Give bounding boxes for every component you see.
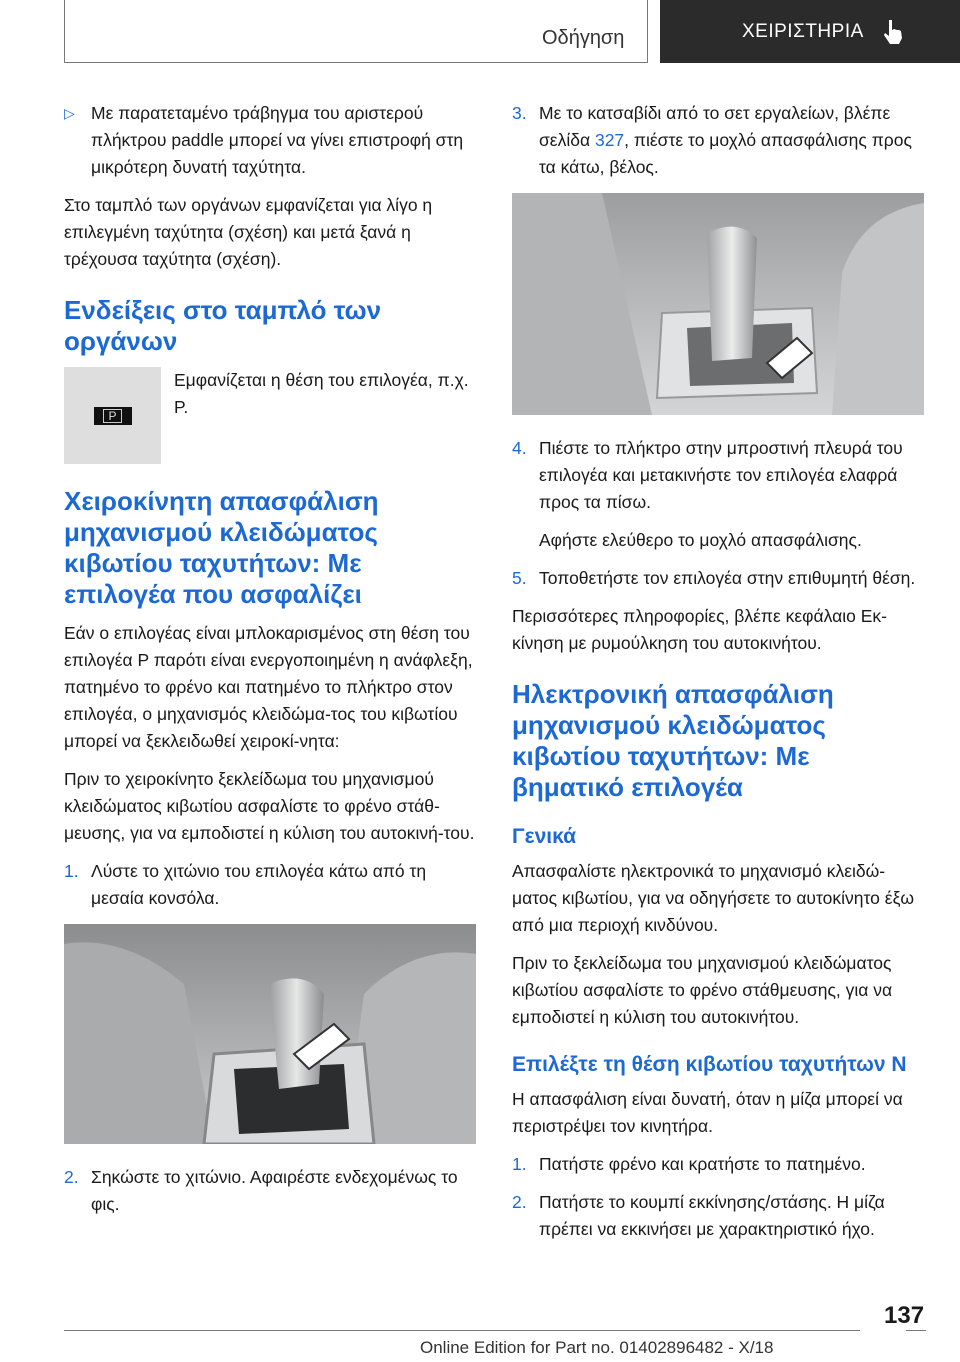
- bullet-item: [64, 100, 476, 181]
- list-item: [512, 565, 924, 592]
- display-block: [64, 367, 476, 464]
- instrument-display-image: [64, 367, 161, 464]
- step-text: Πατήστε το κουμπί εκκίνησης/στάσης. Η μίζα πρέπει να εκκινήσει με χαρακτηριστικό ήχο.: [539, 1192, 885, 1239]
- list-item: [512, 435, 924, 516]
- heading-display: Ενδείξεις στο ταμπλό των οργάνων: [64, 295, 382, 356]
- list-item: [64, 858, 476, 912]
- list-item: [512, 100, 924, 181]
- footer-divider: [64, 1330, 860, 1331]
- release-lever-photo: [512, 193, 924, 415]
- paragraph: Πριν το ξεκλείδωμα του μηχανισμού κλειδώματος κιβωτίου ασφαλίστε το φρένο στάθμευσης, για να εμποδιστεί η κύλιση του αυτοκινήτου.: [512, 953, 893, 1027]
- right-column: [512, 100, 924, 1254]
- heading-electronic-release: Ηλεκτρονική απασφάλιση μηχανισμού κλειδώματος κιβωτίου ταχυτήτων: Με βηματικό επιλογέα: [512, 679, 834, 802]
- list-item: [512, 1189, 924, 1243]
- gear-indicator: [94, 407, 132, 425]
- paragraph: Πριν το χειροκίνητο ξεκλείδωμα του μηχανισμού κλειδώματος κιβωτίου ασφαλίστε το φρένο στάθ‐μευσης, για να εμποδιστεί η κύλιση του αυτοκινή‐του.: [64, 769, 475, 843]
- step-number: 4.: [512, 438, 527, 458]
- heading-manual-release: Χειροκίνητη απασφάλιση μηχανισμού κλειδώματος κιβωτίου ταχυτήτων: Με επιλογέα που ασφαλίζει: [64, 486, 379, 609]
- paragraph: Περισσότερες πληροφορίες, βλέπε κεφάλαιο Εκ‐κίνηση με ρυμούλκηση του αυτοκινήτου.: [512, 606, 887, 653]
- paragraph: Στο ταμπλό των οργάνων εμφανίζεται για λίγο η επιλεγμένη ταχύτητα (σχέση) και μετά ξανά η τρέχουσα ταχύτητα (σχέση).: [64, 195, 433, 269]
- step-text-part: , πιέστε το μοχλό απασφάλισης προς τα κάτω, βέλος.: [539, 130, 912, 177]
- step-number: 1.: [64, 861, 79, 881]
- chapter-title: ΧΕΙΡΙΣΤΗΡΙΑ: [742, 20, 864, 42]
- gear-selector-photo: [64, 924, 476, 1144]
- step-number: 3.: [512, 103, 527, 123]
- paragraph: Η απασφάλιση είναι δυνατή, όταν η μίζα μπορεί να περιστρέψει τον κινητήρα.: [512, 1089, 903, 1136]
- step-text: Τοποθετήστε τον επιλογέα στην επιθυμητή θέση.: [539, 568, 916, 588]
- display-text: Εμφανίζεται η θέση του επιλογέα, π.χ. P.: [174, 370, 469, 417]
- bullet-text: Με παρατεταμένο τράβηγμα του αριστερού πλήκτρου paddle μπορεί να γίνει επιστροφή στη μικρότερη δυνατή ταχύτητα.: [91, 103, 464, 177]
- page-number: 137: [884, 1302, 925, 1329]
- heading-select-n: Επιλέξτε τη θέση κιβωτίου ταχυτήτων N: [512, 1053, 907, 1076]
- list-item: [512, 1151, 924, 1178]
- gear-indicator-label: P: [103, 409, 121, 423]
- step-text: Σηκώστε το χιτώνιο. Αφαιρέστε ενδεχομένως το φις.: [91, 1167, 458, 1214]
- heading-general: Γενικά: [512, 825, 577, 848]
- step-text: [539, 100, 924, 181]
- left-column: [64, 100, 476, 1229]
- chapter-tab[interactable]: [660, 0, 960, 63]
- step-text: Πιέστε το πλήκτρο στην μπροστινή πλευρά του επιλογέα και μετακινήστε τον επιλογέα ελαφρά προς τα πίσω.: [539, 438, 903, 512]
- paragraph: Εάν ο επιλογέας είναι μπλοκαρισμένος στη θέση του επιλογέα P παρότι είναι ενεργοποιημένη η ανάφλεξη, πατημένο το φρένο και πατημένο το πλήκτρο στον επιλογέα, ο μηχανισμός κλειδώμα‐τος του κιβωτίου μπορεί να ξεκλειδωθεί χειροκί‐νητα:: [64, 623, 473, 751]
- list-item: [64, 1164, 476, 1218]
- section-title: Οδήγηση: [542, 27, 625, 49]
- step-number: 5.: [512, 568, 527, 588]
- paragraph: Απασφαλίστε ηλεκτρονικά το μηχανισμό κλειδώ‐ματος κιβωτίου, για να οδηγήσετε το αυτοκίνητο έξω από μια περιοχή κινδύνου.: [512, 861, 915, 935]
- step-number: 2.: [512, 1192, 527, 1212]
- hand-pointer-icon: [880, 18, 906, 46]
- triangle-bullet-icon: ▷: [64, 105, 75, 121]
- footer-divider: [906, 1330, 926, 1331]
- step-number: 2.: [64, 1167, 79, 1187]
- step-extra-text: Αφήστε ελεύθερο το μοχλό απασφάλισης.: [539, 530, 862, 550]
- step-text: Λύστε το χιτώνιο του επιλογέα κάτω από τη μεσαία κονσόλα.: [91, 861, 427, 908]
- step-number: 1.: [512, 1154, 527, 1174]
- edition-footer: Online Edition for Part no. 01402896482 - X/18: [420, 1338, 774, 1357]
- step-text: Πατήστε φρένο και κρατήστε το πατημένο.: [539, 1154, 866, 1174]
- page-link[interactable]: 327: [594, 130, 625, 150]
- step-text-part: Με το κατσαβίδι από το σετ εργαλείων, βλέπε σελίδα: [539, 103, 891, 150]
